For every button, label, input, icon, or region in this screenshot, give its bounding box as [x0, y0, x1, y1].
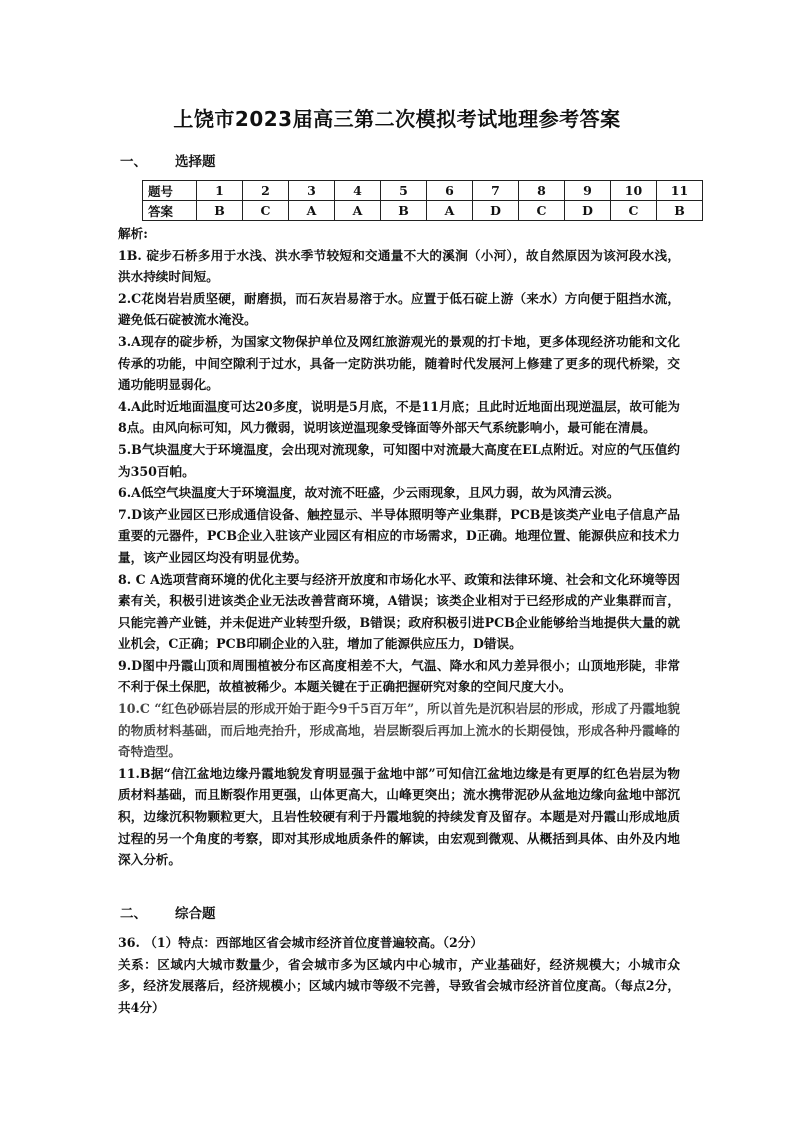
answer-cell: C — [243, 201, 289, 221]
question-number: 2 — [243, 181, 289, 201]
explanation-q3: 3.A现存的碇步桥，为国家文物保护单位及网红旅游观光的景观的打卡地，更多体现经济功能和文化传承的功能，中间空隙利于过水，具备一定防洪功能，随着时代发展河上修建了更多的现代桥梁，交通功能明显弱化。 — [118, 333, 680, 393]
page-title: 上饶市2023届高三第二次模拟考试地理参考答案 — [173, 107, 621, 131]
question-number: 10 — [611, 181, 657, 201]
question-36-answer — [118, 932, 680, 1018]
q36-part1: 36. （1）特点：西部地区省会城市经济首位度普遍较高。（2分） — [118, 935, 483, 950]
answer-cell: C — [611, 201, 657, 221]
section-comprehensive-heading — [120, 902, 216, 922]
answer-cell: D — [473, 201, 519, 221]
answer-row — [143, 201, 703, 221]
question-number: 6 — [427, 181, 473, 201]
explanation-q7: 7.D该产业园区已形成通信设备、触控显示、半导体照明等产业集群，PCB是该类产业电子信息产品重要的元器件，PCB企业入驻该产业园区有相应的市场需求，D正确。地理位置、能源供应和技术力量，该产业园区均没有明显优势。 — [118, 506, 680, 565]
explanation-q4: 4.A此时近地面温度可达20多度，说明是5月底，不是11月底；且此时近地面出现逆温层，故可能为8点。由风向标可知，风力微弱，说明该逆温现象受锋面等外部天气系统影响小，最可能在清晨。 — [118, 398, 680, 436]
section-number: 一、 — [120, 154, 147, 170]
question-number: 1 — [197, 181, 243, 201]
explanation-q11: 11.B据“信江盆地边缘丹霞地貌发育明显强于盆地中部”可知信江盆地边缘是有更厚的红色岩层为物质材料基础，而且断裂作用更强，山体更高大，山峰更突出；流水携带泥砂从盆地边缘向盆地中部沉积，边缘沉积物颗粒更大，且岩性较硬有利于丹霞地貌的持续发育及留存。本题是对丹霞山形成地质过程的另一个角度的考察，即对其形成地质条件的解读，由宏观到微观、从概括到具体、由外及内地深入分析。 — [118, 765, 680, 868]
question-number: 4 — [335, 181, 381, 201]
explanation-q1: 1B. 碇步石桥多用于水浅、洪水季节较短和交通量不大的溪涧（小河），故自然原因为该河段水浅，洪水持续时间短。 — [118, 247, 680, 285]
explanation-q2: 2.C花岗岩岩质坚硬，耐磨损，而石灰岩易溶于水。应置于低石碇上游（来水）方向便于阻挡水流，避免低石碇被流水淹没。 — [118, 290, 680, 328]
answer-cell: A — [335, 201, 381, 221]
answer-cell: B — [657, 201, 703, 221]
answer-table — [142, 180, 703, 221]
answer-cell: C — [519, 201, 565, 221]
answer-label: 答案 — [143, 201, 197, 221]
question-number-row — [143, 181, 703, 201]
question-number: 11 — [657, 181, 703, 201]
section-choice-heading — [120, 150, 216, 170]
question-number: 5 — [381, 181, 427, 201]
question-number: 7 — [473, 181, 519, 201]
question-number: 9 — [565, 181, 611, 201]
section-number: 二、 — [120, 906, 147, 922]
explanation-q10: 10.C “红色砂砾岩层的形成开始于距今9千5百万年”，所以首先是沉积岩层的形成，形成了丹霞地貌的物质材料基础，而后地壳抬升，形成高地，岩层断裂后再加上流水的长期侵蚀，形成各种丹霞峰的奇特造型。 — [118, 701, 680, 760]
answer-cell: B — [381, 201, 427, 221]
answer-cell: A — [289, 201, 335, 221]
header-label: 题号 — [143, 181, 197, 201]
explanation-q6: 6.A低空气块温度大于环境温度，故对流不旺盛，少云雨现象，且风力弱，故为风清云淡。 — [118, 485, 620, 501]
section-label: 选择题 — [175, 154, 216, 170]
explanation-q9: 9.D图中丹霞山顶和周围植被分布区高度相差不大，气温、降水和风力差异很小；山顶地形陡，非常不利于保土保肥，故植被稀少。本题关键在于正确把握研究对象的空间尺度大小。 — [118, 657, 680, 695]
explanation-q8: 8. C A选项营商环境的优化主要与经济开放度和市场化水平、政策和法律环境、社会和文化环境等因素有关，积极引进该类企业无法改善营商环境，A错误；该类企业相对于已经形成的产业集群而言，只能完善产业链，并未促进产业转型升级，B错误；政府积极引进PCB企业能够给当地提供大量的就业机会，C正确；PCB印刷企业的入驻，增加了能源供应压力，D错误。 — [118, 571, 680, 652]
explanations-block — [118, 223, 680, 871]
answer-cell: B — [197, 201, 243, 221]
q36-part2: 关系：区域内大城市数量少，省会城市多为区域内中心城市，产业基础好，经济规模大；小城市众多，经济发展落后，经济规模小；区域内城市等级不完善，导致省会城市经济首位度高。（每点2分，共4分） — [118, 956, 680, 1015]
answer-cell: A — [427, 201, 473, 221]
analysis-label: 解析: — [118, 226, 148, 241]
question-number: 3 — [289, 181, 335, 201]
explanation-q5: 5.B气块温度大于环境温度，会出现对流现象，可知图中对流最大高度在EL点附近。对应的气压值约为350百帕。 — [118, 441, 680, 479]
answer-cell: D — [565, 201, 611, 221]
question-number: 8 — [519, 181, 565, 201]
section-label: 综合题 — [175, 906, 216, 922]
